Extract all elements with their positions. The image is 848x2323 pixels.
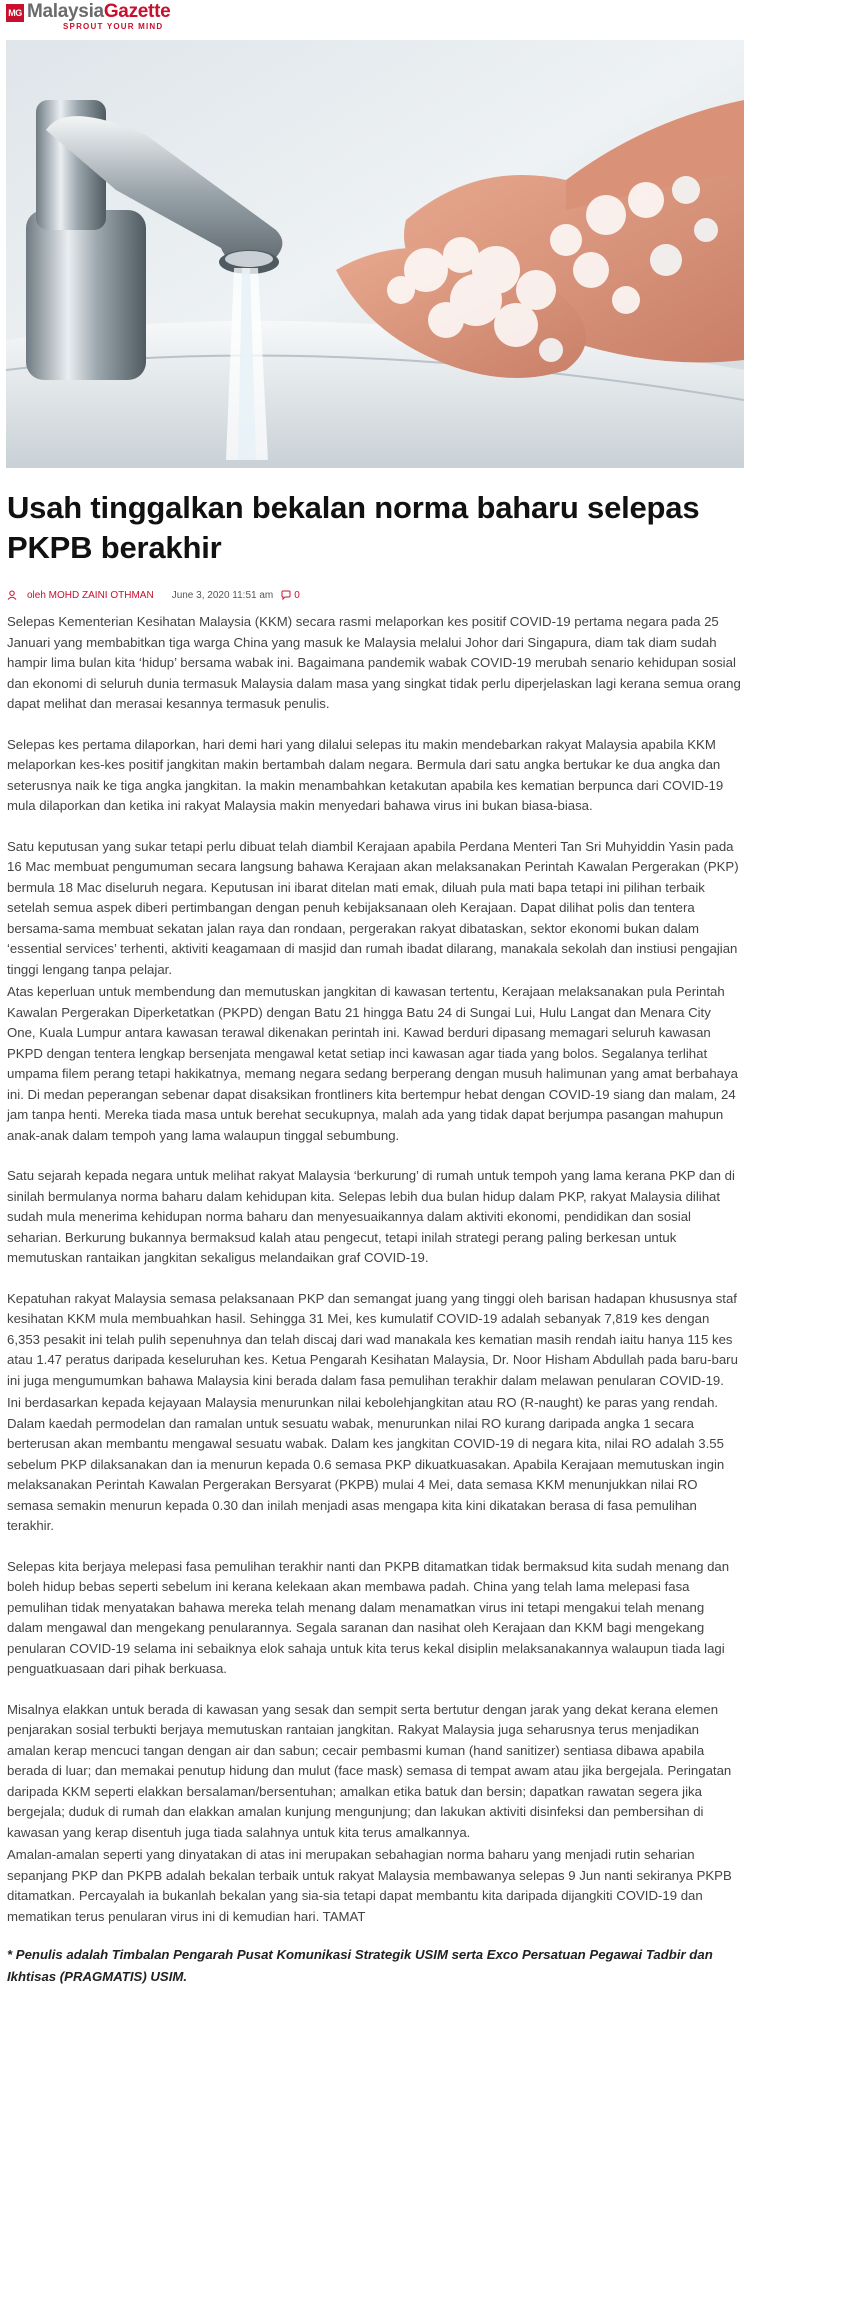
article-paragraph: Amalan-amalan seperti yang dinyatakan di atas ini merupakan sebahagian norma baharu yang menjadi rutin seharian sepanjang PKP dan PKPB adalah bekalan terbaik untuk rakyat Malaysia membawanya selepas 9 Jun nanti sekiranya PKPB ditamatkan. Percayalah ia bukanlah bekalan yang sia-sia tetapi dapat membantu kita daripada dijangkiti COVID-19 dan mematikan terus penularan virus ini di kemudian hari. TAMAT: [7, 1847, 732, 1924]
logo-tagline: SPROUT YOUR MIND: [63, 22, 164, 31]
site-logo[interactable]: [6, 2, 170, 36]
article-paragraph: Atas keperluan untuk membendung dan memutuskan jangkitan di kawasan tertentu, Kerajaan melaksanakan pula Perintah Kawalan Pergerakan Diperketatkan (PKPD) dengan Batu 21 hingga Batu 24 di Sungai Lui, Hulu Langat dan Menara City One, Kuala Lumpur antara kawasan terawal dikenakan perintah ini. Kawad berduri dipasang memagari seluruh kawasan PKPD dengan tentera lengkap bersenjata mengawal ketat setiap inci kawasan agar tiada yang bolos. Segalanya terlihat umpama filem perang tetapi hakikatnya, memang negara sedang berperang dengan musuh halimunan yang amat berbahaya ini. Di medan peperangan sebenar dapat disaksikan frontliners kita bertempur hebat dengan COVID-19 siang dan malam, 24 jam tanpa henti. Mereka tiada masa untuk berehat secukupnya, malah ada yang tidak dapat berjumpa pasangan mahupun anak-anak dalam tempoh yang lama walaupun tinggal sebumbung.: [7, 984, 738, 1143]
article-paragraph: Misalnya elakkan untuk berada di kawasan yang sesak dan sempit serta bertutur dengan jarak yang dekat kerana elemen penjarakan sosial terbukti berjaya memutuskan rantaian jangkitan. Rakyat Malaysia juga seharusnya terus menjadikan amalan kerap mencuci tangan dengan air dan sabun; cecair pembasmi kuman (hand sanitizer) sentiasa dibawa apabila berada di luar; dan memakai penutup hidung dan mulut (face mask) semasa di tempat awam atau jika bergejala. Peringatan daripada KKM seperti elakkan bersalaman/bersentuhan; amalkan etika batuk dan bersin; dapatkan rawatan segera jika bergejala; duduk di rumah dan elakkan amalan kunjung mengunjung; dan lakukan aktiviti disinfeksi dan pembersihan di kawasan yang kerap disentuh juga tiada salahnya untuk kita terus amalkannya.: [7, 1701, 732, 1840]
article-paragraph: Satu sejarah kepada negara untuk melihat rakyat Malaysia ‘berkurung’ di rumah untuk tempoh yang lama kerana PKP dan di sinilah bermulanya norma baharu dalam kehidupan kita. Selepas lebih dua bulan hidup dalam PKP, rakyat Malaysia dilihat sudah mula menerima kehidupan norma baharu dan menyesuaikannya dalam aktiviti ekonomi, pendidikan dan sosial seharian. Berkurung bukannya bermaksud kalah atau pengecut, tetapi inilah strategi perang paling berkesan untuk memutuskan rantaikan jangkitan sekaligus melandaikan graf COVID-19.: [7, 1168, 735, 1265]
user-icon: [7, 590, 17, 600]
logo-name: [27, 2, 170, 22]
article-paragraph: Kepatuhan rakyat Malaysia semasa pelaksanaan PKP dan semangat juang yang tinggi oleh barisan hadapan khususnya staf kesihatan KKM mula membuahkan hasil. Sehingga 31 Mei, kes kumulatif COVID-19 adalah sebanyak 7,819 kes dengan 6,353 pesakit ini telah pulih sepenuhnya dan telah discaj dari wad manakala kes kematian masih rendah iaitu hanya 115 kes atau 1.47 peratus daripada keseluruhan kes. Ketua Pengarah Kesihatan Malaysia, Dr. Noor Hisham Abdullah pada baru-baru ini juga mengumumkan bahawa Malaysia kini berada dalam fasa pemulihan terakhir dalam melawan penularan COVID-19.: [7, 1290, 738, 1388]
logo-name-part1: Malaysia: [27, 1, 104, 22]
article-title: Usah tinggalkan bekalan norma baharu selepas PKPB berakhir: [7, 490, 700, 565]
logo-name-part2: Gazette: [103, 1, 171, 22]
logo-badge: MG: [6, 4, 24, 22]
author-footnote: * Penulis adalah Timbalan Pengarah Pusat Komunikasi Strategik USIM serta Exco Persatuan Pegawai Tadbir dan Ikhtisas (PRAGMATIS) USIM.: [7, 1947, 713, 1984]
article-paragraph: Selepas Kementerian Kesihatan Malaysia (KKM) secara rasmi melaporkan kes positif COVID-19 pertama negara pada 25 Januari yang membabitkan tiga warga China yang masuk ke Malaysia melalui Johor dari Singapura, diam tak diam sudah hampir lima bulan kita ‘hidup’ bersama wabak ini. Bagaimana pandemik wabak COVID-19 merubah senario kehidupan sosial dan ekonomi di seluruh dunia termasuk Malaysia dalam masa yang singkat tidak perlu diperjelaskan lagi kerana semua orang dapat melihat dan merasai kesannya termasuk penulis.: [7, 614, 741, 711]
comment-icon[interactable]: [281, 590, 291, 600]
article-meta: [7, 588, 300, 602]
logo-text: [27, 2, 170, 31]
publish-date: June 3, 2020 11:51 am: [171, 589, 274, 601]
author-link[interactable]: oleh MOHD ZAINI OTHMAN: [27, 589, 154, 601]
comment-count[interactable]: 0: [294, 589, 300, 601]
article-body: [7, 612, 742, 1988]
hero-image: [6, 40, 744, 468]
article-paragraph: Selepas kes pertama dilaporkan, hari demi hari yang dilalui selepas itu makin mendebarkan rakyat Malaysia apabila KKM melaporkan kes-kes positif jangkitan makin bertambah dalam negara. Bermula dari satu angka bertukar ke dua angka dan seterusnya naik ke tiga angka jangkitan. Ia makin menambahkan ketakutan apabila kes kematian berpunca dari COVID-19 mula dilaporkan dan ketika ini rakyat Malaysia makin menyedari bahawa virus ini bukan biasa-biasa.: [7, 736, 724, 813]
article-paragraph: Selepas kita berjaya melepasi fasa pemulihan terakhir nanti dan PKPB ditamatkan tidak bermaksud kita sudah menang dan boleh hidup bebas seperti sebelum ini kerana kelekaan akan membawa padah. China yang telah lama melepasi fasa pemulihan tidak menyatakan bahawa mereka telah menang dalam menamatkan virus ini tetapi mengakui telah menang dalam mengawal dan mengekang penularannya. Segala saranan dan nasihat oleh Kerajaan dan KKM bagi mengekang penularan COVID-19 selama ini sebaiknya elok sahaja untuk kita terus kekal disiplin melaksanakannya walaupun tiada lagi penguatkuasaan dari pihak berkuasa.: [7, 1558, 730, 1676]
hand-washing-photo: [6, 40, 744, 468]
article-paragraph: Satu keputusan yang sukar tetapi perlu dibuat telah diambil Kerajaan apabila Perdana Menteri Tan Sri Muhyiddin Yasin pada 16 Mac membuat pengumuman secara langsung bahawa Kerajaan akan melaksanakan Perintah Kawalan Pergerakan (PKP) bermula 18 Mac diseluruh negara. Keputusan ini ibarat ditelan mati emak, diluah pula mati bapa tetapi ini pilihan terbaik setelah semua aspek diberi pertimbangan dengan penuh kebijaksanaan oleh Kerajaan. Dapat dilihat polis dan tentera bersama-sama membuat sekatan jalan raya dan rondaan, pergerakan rakyat dibataskan, sektor ekonomi bukan dalam ‘essential services’ terhenti, aktiviti keagamaan di masjid dan rumah ibadat dilarang, manakala sekolah dan instiusi pengajian tinggi lengang tanpa pelajar.: [7, 838, 739, 977]
article-paragraph: Ini berdasarkan kepada kejayaan Malaysia menurunkan nilai kebolehjangkitan atau RO (R-naught) ke paras yang rendah. Dalam kaedah permodelan dan ramalan untuk sesuatu wabak, menurunkan nilai RO kurang daripada angka 1 secara berterusan akan membantu mengawal sesuatu wabak. Dalam kes jangkitan COVID-19 di negara kita, nilai RO adalah 3.55 sebelum PKP dilaksanakan dan ia menurun kepada 0.6 semasa PKP dikuatkuasakan. Apabila Kerajaan memutuskan ingin melaksanakan Perintah Kawalan Pergerakan Bersyarat (PKPB) mulai 4 Mei, data semasa KKM menunjukkan nilai RO semasa semakin menurun kepada 0.30 dan inilah menjadi asas mengapa kita kini dikatakan berasa di fasa pemulihan terakhir.: [7, 1395, 725, 1533]
